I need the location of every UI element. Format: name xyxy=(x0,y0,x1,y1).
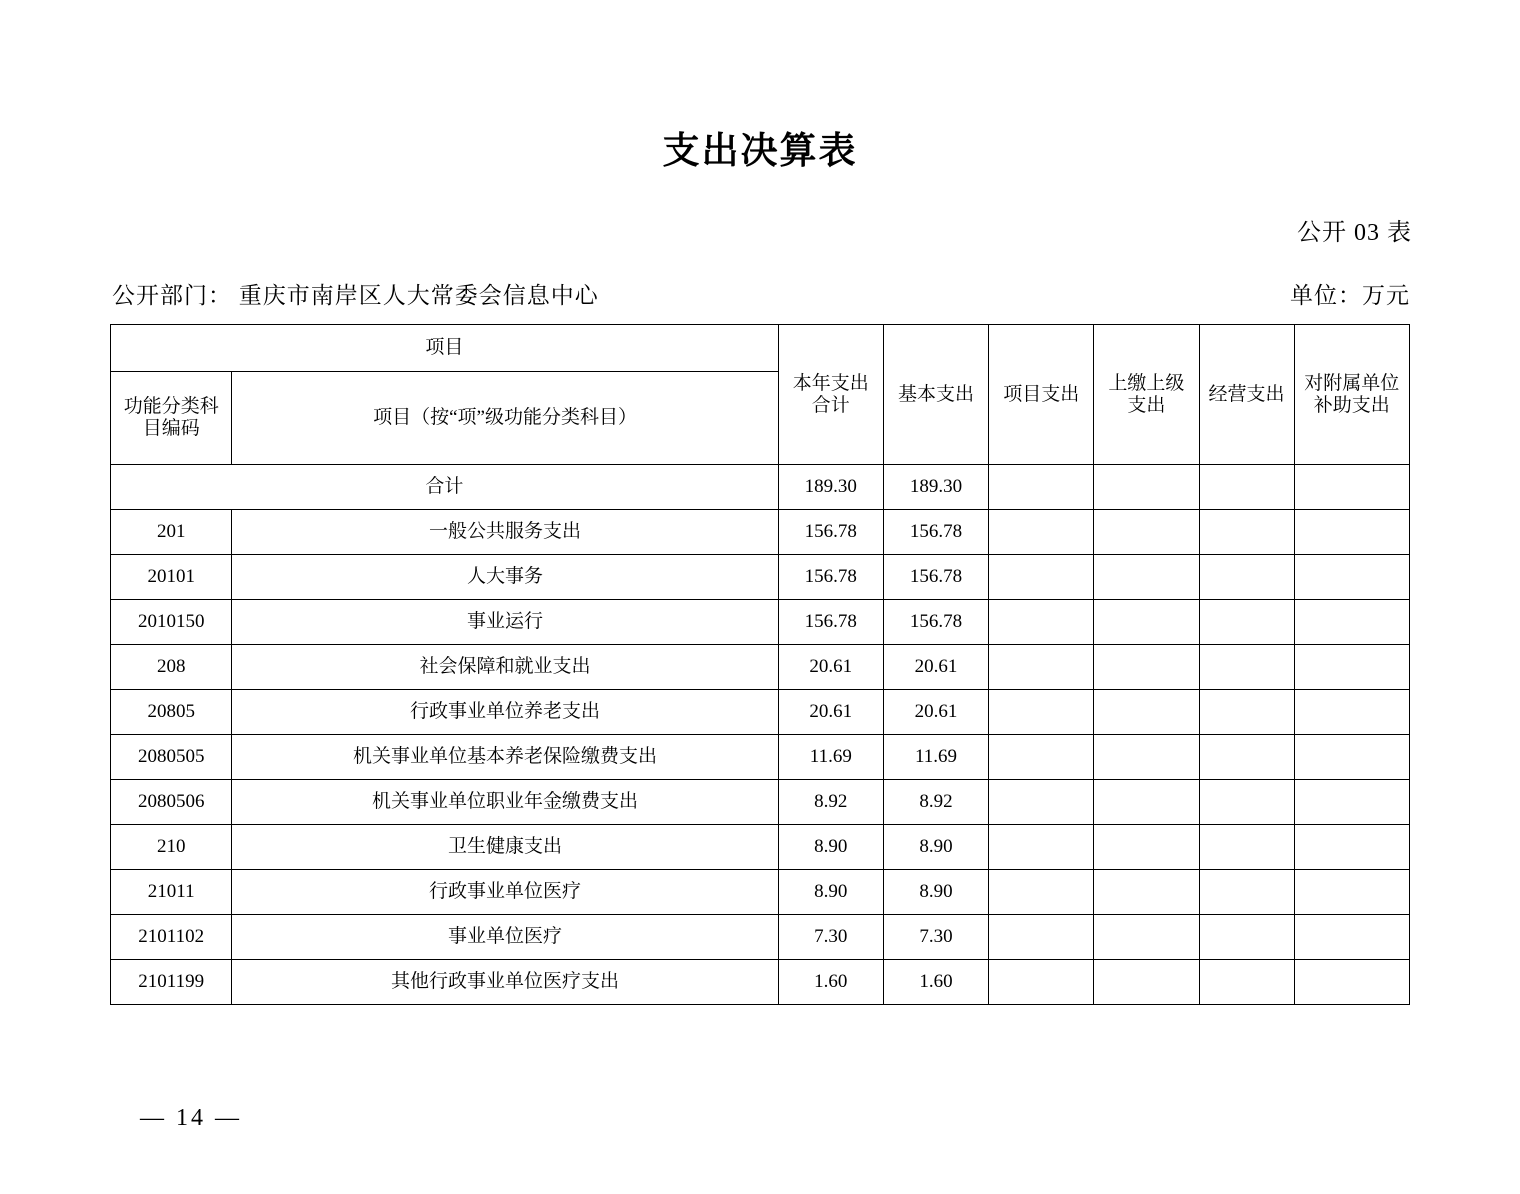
row-project xyxy=(989,870,1094,915)
header-function-code xyxy=(111,372,232,465)
row-total: 156.78 xyxy=(778,510,883,555)
total-project xyxy=(989,465,1094,510)
row-project xyxy=(989,690,1094,735)
row-name: 卫生健康支出 xyxy=(232,825,778,870)
row-basic: 8.90 xyxy=(883,825,988,870)
row-upper xyxy=(1094,645,1199,690)
department-label: 公开部门： xyxy=(112,283,232,308)
row-basic: 11.69 xyxy=(883,735,988,780)
expenditure-table xyxy=(110,324,1410,1005)
row-total: 156.78 xyxy=(778,555,883,600)
row-name: 事业单位医疗 xyxy=(232,915,778,960)
total-upper xyxy=(1094,465,1199,510)
row-total: 1.60 xyxy=(778,960,883,1005)
row-upper xyxy=(1094,555,1199,600)
row-upper xyxy=(1094,915,1199,960)
table-row xyxy=(111,690,1410,735)
row-operating xyxy=(1199,960,1294,1005)
row-basic: 156.78 xyxy=(883,600,988,645)
row-total: 20.61 xyxy=(778,690,883,735)
table-row xyxy=(111,600,1410,645)
row-name: 社会保障和就业支出 xyxy=(232,645,778,690)
table-row xyxy=(111,510,1410,555)
total-basic: 189.30 xyxy=(883,465,988,510)
row-code: 2101102 xyxy=(111,915,232,960)
total-total: 189.30 xyxy=(778,465,883,510)
header-subsidy-line1: 对附属单位 xyxy=(1304,372,1400,394)
total-subsidy xyxy=(1294,465,1409,510)
row-basic: 7.30 xyxy=(883,915,988,960)
row-subsidy xyxy=(1294,870,1409,915)
row-basic: 156.78 xyxy=(883,510,988,555)
department-info xyxy=(112,277,599,310)
table-row xyxy=(111,915,1410,960)
row-basic: 1.60 xyxy=(883,960,988,1005)
row-subsidy xyxy=(1294,510,1409,555)
header-project-expenditure: 项目支出 xyxy=(989,325,1094,465)
row-code: 208 xyxy=(111,645,232,690)
header-subsidy-line2: 补助支出 xyxy=(1313,394,1390,416)
row-name: 人大事务 xyxy=(232,555,778,600)
row-upper xyxy=(1094,870,1199,915)
header-code-line2: 目编码 xyxy=(142,418,200,439)
row-total: 7.30 xyxy=(778,915,883,960)
row-subsidy xyxy=(1294,960,1409,1005)
row-project xyxy=(989,825,1094,870)
row-operating xyxy=(1199,510,1294,555)
row-code: 2101199 xyxy=(111,960,232,1005)
row-upper xyxy=(1094,735,1199,780)
unit-label: 单位：万元 xyxy=(1290,283,1410,308)
header-total-expenditure xyxy=(778,325,883,465)
row-code: 20805 xyxy=(111,690,232,735)
row-name: 机关事业单位基本养老保险缴费支出 xyxy=(232,735,778,780)
header-code-line1: 功能分类科 xyxy=(123,396,219,418)
header-upper-expenditure xyxy=(1094,325,1199,465)
row-subsidy xyxy=(1294,645,1409,690)
row-project xyxy=(989,645,1094,690)
row-name: 行政事业单位养老支出 xyxy=(232,690,778,735)
row-upper xyxy=(1094,825,1199,870)
header-subsidy-expenditure xyxy=(1294,325,1409,465)
row-operating xyxy=(1199,915,1294,960)
row-operating xyxy=(1199,825,1294,870)
row-name: 机关事业单位职业年金缴费支出 xyxy=(232,780,778,825)
row-code: 210 xyxy=(111,825,232,870)
department-name: 重庆市南岸区人大常委会信息中心 xyxy=(238,283,599,308)
row-total: 11.69 xyxy=(778,735,883,780)
table-row xyxy=(111,780,1410,825)
row-total: 8.92 xyxy=(778,780,883,825)
row-project xyxy=(989,555,1094,600)
table-row xyxy=(111,645,1410,690)
row-name: 事业运行 xyxy=(232,600,778,645)
table-row xyxy=(111,960,1410,1005)
row-basic: 8.90 xyxy=(883,870,988,915)
row-project xyxy=(989,960,1094,1005)
header-upper-line2: 支出 xyxy=(1127,394,1166,416)
row-project xyxy=(989,780,1094,825)
row-basic: 20.61 xyxy=(883,690,988,735)
total-operating xyxy=(1199,465,1294,510)
row-code: 20101 xyxy=(111,555,232,600)
row-operating xyxy=(1199,555,1294,600)
row-operating xyxy=(1199,600,1294,645)
header-total-line2: 合计 xyxy=(811,394,850,416)
header-upper-line1: 上缴上级 xyxy=(1108,372,1185,394)
row-subsidy xyxy=(1294,825,1409,870)
page-number: — 14 — xyxy=(140,1105,242,1131)
row-subsidy xyxy=(1294,555,1409,600)
table-body xyxy=(111,465,1410,1005)
form-number: 公开 03 表 xyxy=(1297,220,1412,246)
header-total-line1: 本年支出 xyxy=(792,372,869,394)
row-operating xyxy=(1199,780,1294,825)
row-subsidy xyxy=(1294,780,1409,825)
row-subsidy xyxy=(1294,915,1409,960)
row-subsidy xyxy=(1294,600,1409,645)
header-group-project: 项目 xyxy=(111,325,779,372)
row-project xyxy=(989,915,1094,960)
row-name: 行政事业单位医疗 xyxy=(232,870,778,915)
row-basic: 156.78 xyxy=(883,555,988,600)
row-code: 2080506 xyxy=(111,780,232,825)
table-row-total xyxy=(111,465,1410,510)
row-upper xyxy=(1094,780,1199,825)
table-header-row-1 xyxy=(111,325,1410,372)
row-code: 2010150 xyxy=(111,600,232,645)
row-total: 8.90 xyxy=(778,825,883,870)
row-total: 8.90 xyxy=(778,870,883,915)
row-subsidy xyxy=(1294,735,1409,780)
table-row xyxy=(111,735,1410,780)
document-page xyxy=(0,120,1520,1194)
page-title: 支出决算表 xyxy=(662,131,858,172)
table-row xyxy=(111,825,1410,870)
row-name: 其他行政事业单位医疗支出 xyxy=(232,960,778,1005)
header-basic-expenditure: 基本支出 xyxy=(883,325,988,465)
row-basic: 20.61 xyxy=(883,645,988,690)
row-upper xyxy=(1094,690,1199,735)
header-project-name: 项目（按“项”级功能分类科目） xyxy=(232,372,778,465)
row-project xyxy=(989,735,1094,780)
row-total: 20.61 xyxy=(778,645,883,690)
header-operating-expenditure: 经营支出 xyxy=(1199,325,1294,465)
row-upper xyxy=(1094,600,1199,645)
table-row xyxy=(111,870,1410,915)
document-meta xyxy=(0,277,1520,310)
row-basic: 8.92 xyxy=(883,780,988,825)
row-code: 201 xyxy=(111,510,232,555)
row-project xyxy=(989,510,1094,555)
row-code: 2080505 xyxy=(111,735,232,780)
row-project xyxy=(989,600,1094,645)
row-operating xyxy=(1199,735,1294,780)
row-operating xyxy=(1199,690,1294,735)
row-total: 156.78 xyxy=(778,600,883,645)
row-subsidy xyxy=(1294,690,1409,735)
row-code: 21011 xyxy=(111,870,232,915)
row-name: 一般公共服务支出 xyxy=(232,510,778,555)
row-upper xyxy=(1094,510,1199,555)
row-operating xyxy=(1199,645,1294,690)
row-upper xyxy=(1094,960,1199,1005)
table-row xyxy=(111,555,1410,600)
total-label: 合计 xyxy=(111,465,779,510)
row-operating xyxy=(1199,870,1294,915)
